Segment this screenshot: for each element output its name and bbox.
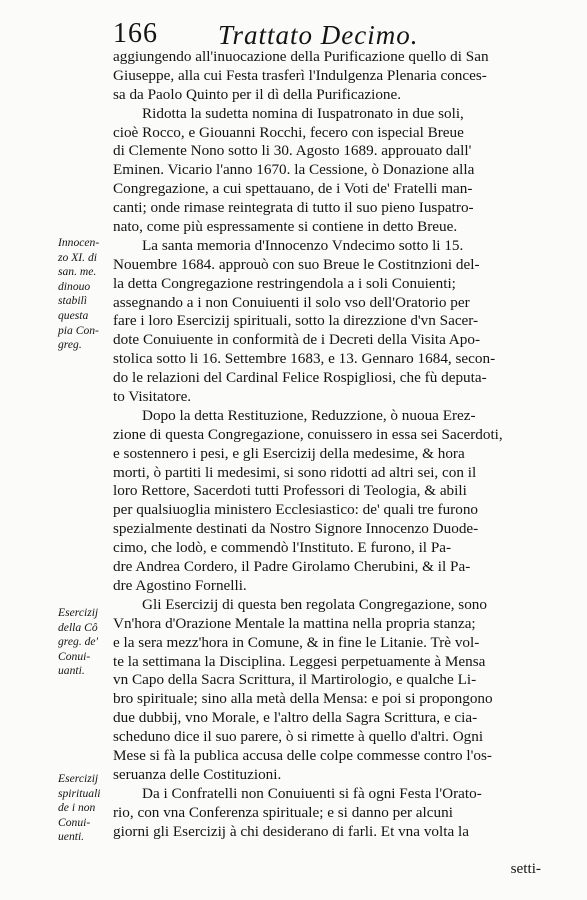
text-line: per qualsiuoglia ministero Ecclesiastico: de' quali tre furono <box>113 501 479 519</box>
text-line: nato, come più espressamente si contiene in detto Breue. <box>113 218 458 236</box>
text-line: e sostennero i pesi, e gli Esercizij della medesime, & hora <box>113 444 465 462</box>
text-line: dre Andrea Cordero, il Padre Girolamo Cherubini, & il Pa- <box>113 558 471 576</box>
margin-note-line: uenti. <box>58 830 85 844</box>
text-line: Eminen. Vicario l'anno 1670. la Cessione, ò Donazione alla <box>113 161 475 179</box>
catchword: setti- <box>510 860 541 877</box>
text-line: stolica sotto li 16. Settembre 1683, e 13. Gennaro 1684, secon- <box>113 350 496 368</box>
text-line: La santa memoria d'Innocenzo Vndecimo sotto li 15. <box>142 236 464 254</box>
text-line: seruanza delle Costituzioni. <box>113 765 282 783</box>
text-line: la detta Congregazione restringendola a i soli Conuienti; <box>113 274 456 292</box>
text-line: Gli Esercizij di questa ben regolata Congregazione, sono <box>142 595 487 613</box>
margin-note-line: de i non <box>58 801 96 815</box>
text-line: dre Agostino Fornelli. <box>113 576 247 594</box>
margin-note-esercizij-conuiuenti <box>58 606 114 679</box>
text-line: spezialmente destinati da Nostro Signore Innocenzo Duode- <box>113 520 479 538</box>
text-line: fare i loro Esercizij spirituali, sotto la direzzione d'vn Sacer- <box>113 312 479 330</box>
margin-note-line: uanti. <box>58 664 85 678</box>
text-line: e la sera mezz'hora in Comune, & in fine le Litanie. Trè vol- <box>113 633 480 651</box>
text-line: do le relazioni del Cardinal Felice Rospigliosi, che fù deputa- <box>113 369 487 387</box>
text-line: aggiungendo all'inuocazione della Purificazione quello di San <box>113 48 489 65</box>
text-line: di Clemente Nono sotto li 30. Agosto 1689. approuato dall' <box>113 142 472 160</box>
text-line: Mese si fà la publica accusa delle colpe commesse contro l'os- <box>113 746 492 764</box>
text-line: rio, con vna Conferenza spirituale; e si danno per alcuni <box>113 803 453 821</box>
body-text <box>113 48 541 841</box>
margin-note-line: spirituali <box>58 786 101 800</box>
text-line: loro Rettore, Sacerdoti tutti Professori di Teologia, & abili <box>113 482 467 500</box>
page-number: 166 <box>113 18 158 49</box>
margin-note-line: Esercizij <box>58 772 99 785</box>
text-line: morti, ò partiti li medesimi, si sono ridotti ad altri sei, con il <box>113 463 477 481</box>
margin-note-line: Conui- <box>58 649 91 663</box>
text-line: Da i Confratelli non Conuiuenti si fà ogni Festa l'Orato- <box>142 784 482 802</box>
text-line: Congregazione, a cui spettauano, de i Voti de' Fratelli man- <box>113 180 473 198</box>
margin-note-line: pia Con- <box>58 323 99 337</box>
text-line: to Visitatore. <box>113 388 192 406</box>
text-line: due dubbij, vno Morale, e l'altro della Sagra Scrittura, e cia- <box>113 709 478 727</box>
margin-note-line: Innocen- <box>58 236 100 249</box>
text-line: cimo, che lodò, e commendò l'Instituto. E furono, il Pa- <box>113 539 452 557</box>
text-line: Nouembre 1684. approuò con suo Breue le Costitnzioni del- <box>113 255 480 273</box>
margin-note-line: zo XI. di <box>58 250 97 264</box>
text-line: Dopo la detta Restituzione, Reduzzione, ò nuoua Erez- <box>142 406 476 424</box>
text-line: giorni gli Esercizij à chi desiderano di farli. Et vna volta la <box>113 822 469 840</box>
margin-note-line: Esercizij <box>58 606 99 619</box>
text-line: scheduno dice il suo parere, ò si rimette à quello d'altri. Ogni <box>113 728 484 746</box>
text-line: assegnando a i non Conuiuenti il solo vso dell'Oratorio per <box>113 293 470 311</box>
margin-note-line: dinouo <box>58 279 91 293</box>
margin-note-line: greg. <box>58 338 82 352</box>
text-line: canti; onde rimase reintegrata di tutto il suo pieno Iuspatro- <box>113 199 474 217</box>
running-head: Trattato Decimo. <box>218 20 419 50</box>
margin-note-line: della Cô <box>58 620 98 634</box>
margin-note-line: questa <box>58 308 89 322</box>
text-line: te la settimana la Disciplina. Leggesi perpetuamente à Mensa <box>113 652 486 670</box>
margin-note-innocenzo <box>58 236 114 353</box>
text-line: bro spirituale; sino alla metà della Mensa: e poi si propongono <box>113 690 493 708</box>
margin-note-line: Conui- <box>58 815 91 829</box>
text-line: Ridotta la sudetta nomina di Iuspatronato in due soli, <box>142 104 464 122</box>
text-line: vn Capo della Sacra Scrittura, il Martirologio, e qualche Li- <box>113 671 477 689</box>
text-line: zione di questa Congregazione, conuissero in essa sei Sacerdoti, <box>113 425 503 443</box>
margin-note-line: stabilì <box>58 294 87 308</box>
margin-note-line: san. me. <box>58 265 97 279</box>
text-line: sa da Paolo Quinto per il dì della Purificazione. <box>113 85 402 103</box>
text-line: cioè Rocco, e Giouanni Rocchi, fecero con ispecial Breue <box>113 123 464 141</box>
text-line: dote Conuiuente in conformità de i Decreti della Visita Apo- <box>113 331 481 349</box>
text-line: Giuseppe, alla cui Festa trasferì l'Indulgenza Plenaria conces- <box>113 66 487 84</box>
text-line: Vn'hora d'Orazione Mentale la mattina nella propria stanza; <box>113 614 476 632</box>
margin-note-esercizij-non-conuiuenti <box>58 772 114 845</box>
margin-note-line: greg. de' <box>58 635 99 649</box>
